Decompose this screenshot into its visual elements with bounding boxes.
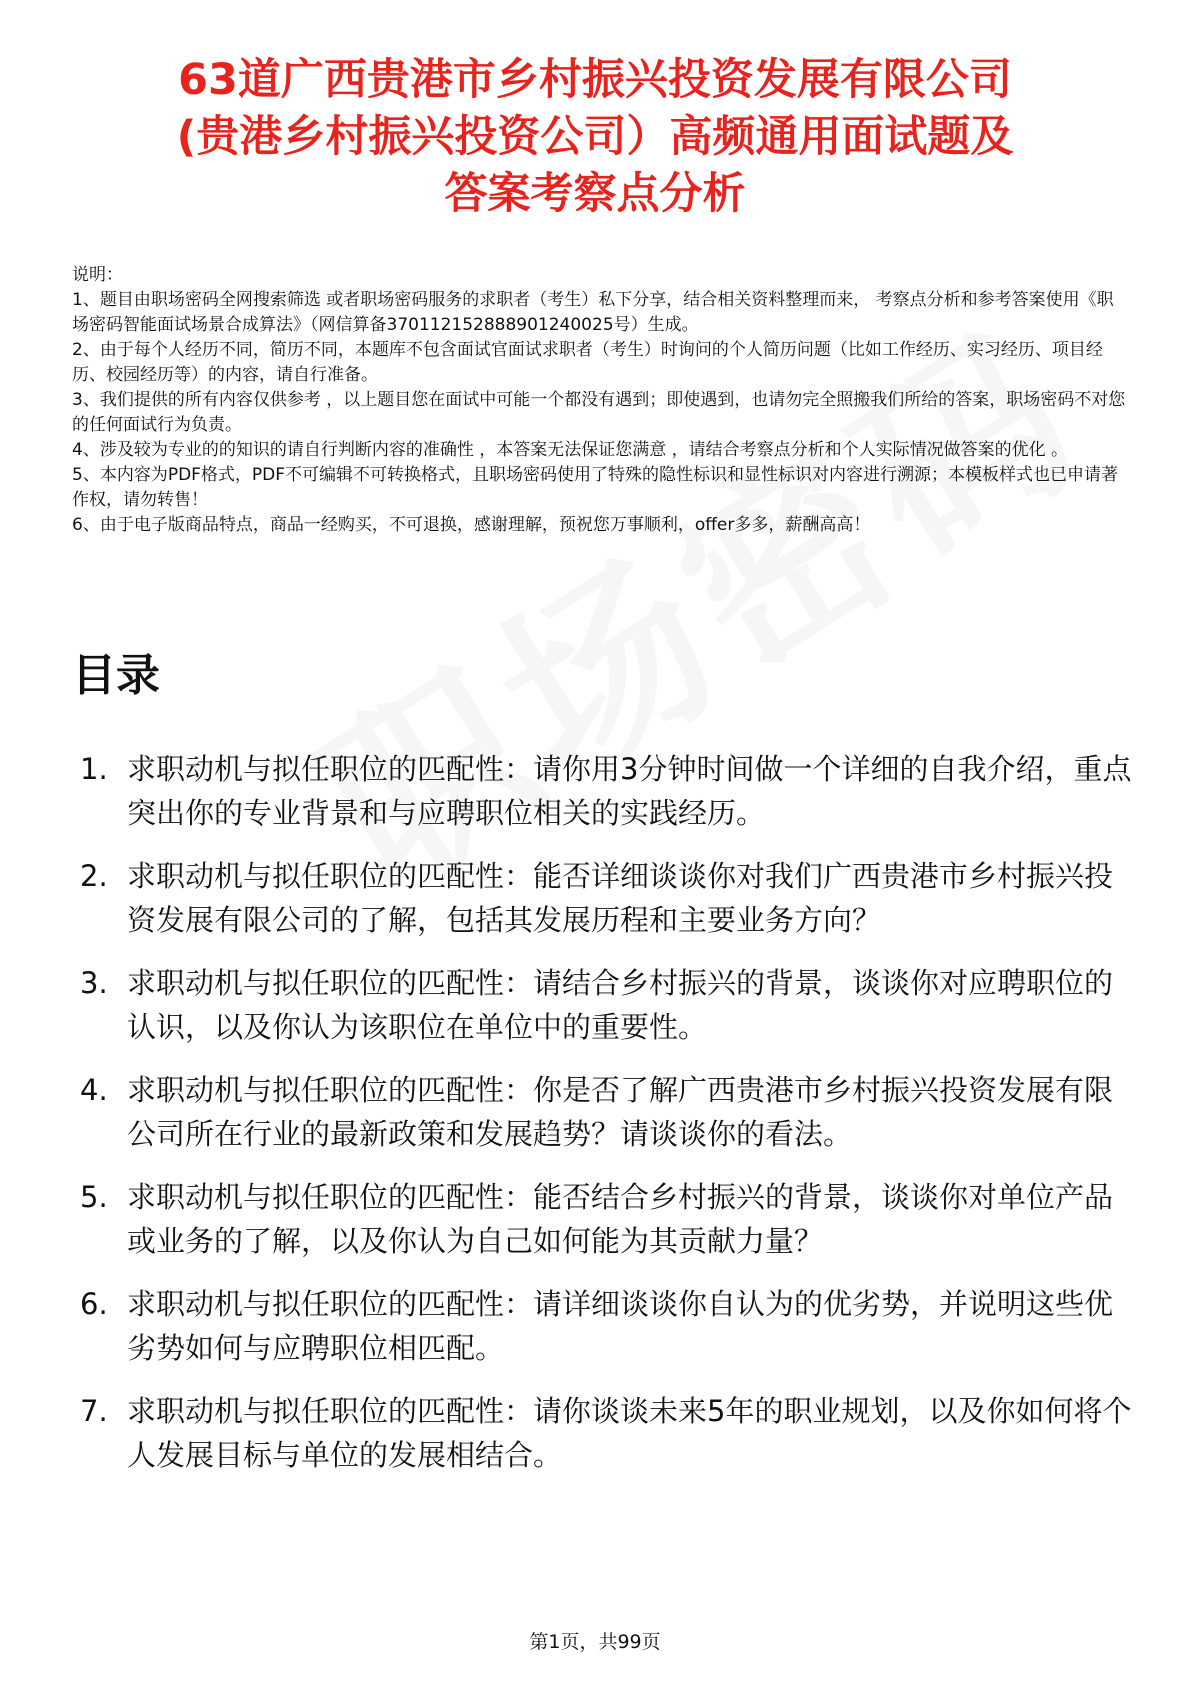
toc-list — [72, 747, 1132, 1496]
toc-item-number: 5. — [80, 1180, 108, 1214]
toc-item-text: 求职动机与拟任职位的匹配性：你是否了解广西贵港市乡村振兴投资发展有限公司所在行业的最新政策和发展趋势？请谈谈你的看法。 — [127, 1073, 1114, 1151]
toc-item[interactable] — [72, 1282, 1132, 1370]
toc-item-number: 2. — [80, 859, 108, 893]
title-line-3: 答案考察点分析 — [444, 169, 746, 219]
toc-item-text: 求职动机与拟任职位的匹配性：请详细谈谈你自认为的优劣势，并说明这些优劣势如何与应聘职位相匹配。 — [127, 1287, 1114, 1365]
title-line-1: 63道广西贵港市乡村振兴投资发展有限公司 — [178, 55, 1012, 105]
notes-heading: 说明： — [72, 265, 123, 285]
page-number: 第1页，共99页 — [529, 1631, 661, 1653]
toc-heading: 目录 — [72, 650, 160, 701]
toc-item-text: 求职动机与拟任职位的匹配性：请你用3分钟时间做一个详细的自我介绍，重点突出你的专业背景和与应聘职位相关的实践经历。 — [127, 752, 1132, 830]
toc-item[interactable] — [72, 1068, 1132, 1156]
toc-item-number: 3. — [80, 966, 108, 1000]
note-item: 3、我们提供的所有内容仅供参考 ，以上题目您在面试中可能一个都没有遇到；即使遇到，也请勿完全照搬我们所给的答案，职场密码不对您的任何面试行为负责。 — [72, 390, 1126, 435]
note-item: 6、由于电子版商品特点，商品一经购买，不可退换，感谢理解，预祝您万事顺利，offer多多，薪酬高高！ — [72, 515, 871, 535]
toc-item[interactable] — [72, 961, 1132, 1049]
note-item: 4、涉及较为专业的的知识的请自行判断内容的准确性 ，本答案无法保证您满意 ，请结合考察点分析和个人实际情况做答案的优化 。 — [72, 440, 1069, 460]
toc-item-text: 求职动机与拟任职位的匹配性：请结合乡村振兴的背景，谈谈你对应聘职位的认识，以及你认为该职位在单位中的重要性。 — [127, 966, 1114, 1044]
toc-item[interactable] — [72, 747, 1132, 835]
note-item: 1、题目由职场密码全网搜索筛选 或者职场密码服务的求职者（考生）私下分享，结合相关资料整理而来， 考察点分析和参考答案使用《职场密码智能面试场景合成算法》（网信算备370112152888901240025号）生成。 — [72, 290, 1114, 335]
toc-item-text: 求职动机与拟任职位的匹配性：能否结合乡村振兴的背景，谈谈你对单位产品或业务的了解，以及你认为自己如何能为其贡献力量？ — [127, 1180, 1114, 1258]
toc-item-number: 4. — [80, 1073, 108, 1107]
note-item: 2、由于每个人经历不同，简历不同，本题库不包含面试官面试求职者（考生）时询问的个人简历问题（比如工作经历、实习经历、项目经历、校园经历等）的内容，请自行准备。 — [72, 340, 1103, 385]
toc-item-text: 求职动机与拟任职位的匹配性：请你谈谈未来5年的职业规划，以及你如何将个人发展目标与单位的发展相结合。 — [127, 1394, 1132, 1472]
toc-item[interactable] — [72, 854, 1132, 942]
toc-item-number: 7. — [80, 1394, 108, 1428]
title-line-2: (贵港乡村振兴投资公司）高频通用面试题及 — [176, 112, 1014, 162]
note-item: 5、本内容为PDF格式，PDF不可编辑不可转换格式，且职场密码使用了特殊的隐性标识和显性标识对内容进行溯源；本模板样式也已申请著作权，请勿转售！ — [72, 465, 1119, 510]
toc-item[interactable] — [72, 1175, 1132, 1263]
toc-item[interactable] — [72, 1389, 1132, 1477]
toc-item-number: 6. — [80, 1287, 108, 1321]
notes-section — [72, 263, 1127, 538]
document-title — [60, 52, 1130, 223]
toc-item-text: 求职动机与拟任职位的匹配性：能否详细谈谈你对我们广西贵港市乡村振兴投资发展有限公司的了解，包括其发展历程和主要业务方向？ — [127, 859, 1114, 937]
toc-item-number: 1. — [80, 752, 108, 786]
